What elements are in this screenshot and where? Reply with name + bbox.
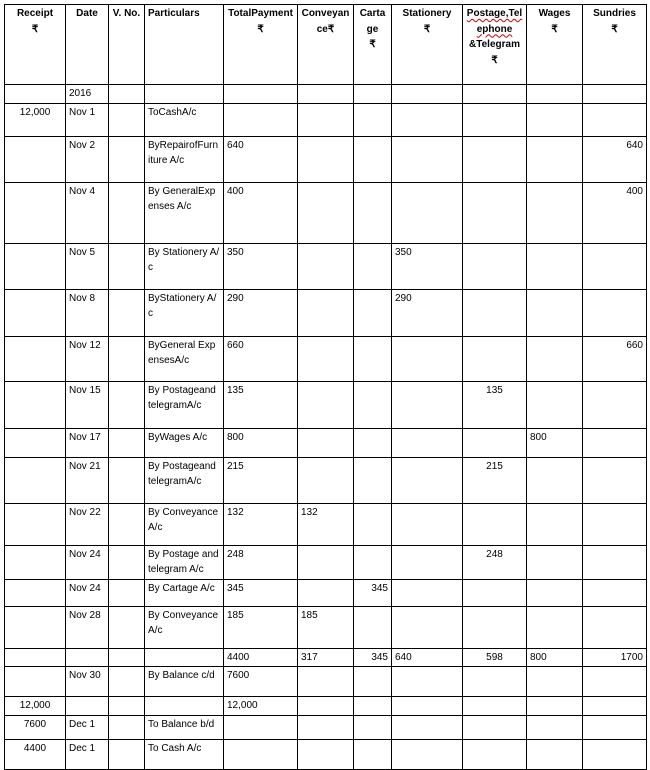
- cell-sundries: 660: [583, 336, 647, 381]
- cell-particulars: ToCashA/c: [145, 103, 224, 136]
- table-row: [5, 136, 647, 182]
- cell-receipt: [5, 579, 66, 606]
- cell-total: 135: [224, 381, 298, 428]
- cell-cartage: 345: [354, 579, 392, 606]
- cell-vno: [109, 182, 145, 243]
- cell-vno: [109, 457, 145, 503]
- cell-cartage: [354, 289, 392, 336]
- cell-total: [224, 716, 298, 740]
- cell-stationery: [392, 606, 463, 648]
- table-row: [5, 503, 647, 545]
- header-sundries: Sundries ₹: [583, 5, 647, 85]
- cell-conveyance: [298, 457, 354, 503]
- cell-postage: [463, 716, 527, 740]
- table-row: [5, 182, 647, 243]
- cell-total: 640: [224, 136, 298, 182]
- cell-cartage: [354, 103, 392, 136]
- cell-sundries: 1700: [583, 648, 647, 667]
- cell-wages: [527, 182, 583, 243]
- cell-conveyance: [298, 85, 354, 104]
- cell-cartage: [354, 136, 392, 182]
- cell-cartage: [354, 381, 392, 428]
- cell-particulars: ByRepairofFurniture A/c: [145, 136, 224, 182]
- cell-total: 400: [224, 182, 298, 243]
- cell-sundries: [583, 243, 647, 289]
- cell-postage: [463, 85, 527, 104]
- cell-date: Nov 28: [66, 606, 109, 648]
- cell-sundries: [583, 716, 647, 740]
- cell-total: 12,000: [224, 697, 298, 716]
- cell-vno: [109, 243, 145, 289]
- cell-conveyance: [298, 697, 354, 716]
- cell-total: 350: [224, 243, 298, 289]
- cell-sundries: [583, 103, 647, 136]
- cell-postage: [463, 136, 527, 182]
- cell-receipt: [5, 182, 66, 243]
- cell-postage: 248: [463, 545, 527, 579]
- cell-sundries: [583, 503, 647, 545]
- cell-stationery: [392, 182, 463, 243]
- petty-cash-book-table: [4, 4, 647, 770]
- cell-stationery: 350: [392, 243, 463, 289]
- cell-receipt: 12,000: [5, 697, 66, 716]
- cell-sundries: [583, 457, 647, 503]
- cell-cartage: [354, 428, 392, 457]
- cell-sundries: [583, 697, 647, 716]
- cell-wages: [527, 457, 583, 503]
- cell-cartage: [354, 545, 392, 579]
- cell-vno: [109, 503, 145, 545]
- header-date: Date: [66, 5, 109, 85]
- cell-wages: 800: [527, 428, 583, 457]
- cell-receipt: [5, 606, 66, 648]
- cell-sundries: [583, 740, 647, 770]
- cell-date: 2016: [66, 85, 109, 104]
- cell-conveyance: [298, 381, 354, 428]
- cell-wages: [527, 381, 583, 428]
- cell-total: 132: [224, 503, 298, 545]
- cell-vno: [109, 336, 145, 381]
- cell-postage: [463, 103, 527, 136]
- cell-particulars: ByGeneral ExpensesA/c: [145, 336, 224, 381]
- cell-stationery: 290: [392, 289, 463, 336]
- cell-date: Nov 12: [66, 336, 109, 381]
- cell-particulars: By Balance c/d: [145, 667, 224, 697]
- cell-postage: [463, 182, 527, 243]
- cell-sundries: [583, 606, 647, 648]
- cell-postage: 135: [463, 381, 527, 428]
- cell-total: [224, 103, 298, 136]
- cell-wages: [527, 667, 583, 697]
- cell-postage: [463, 243, 527, 289]
- cell-stationery: [392, 667, 463, 697]
- cell-receipt: [5, 381, 66, 428]
- table-row: [5, 667, 647, 697]
- table-row: [5, 381, 647, 428]
- cell-conveyance: [298, 243, 354, 289]
- cell-wages: [527, 336, 583, 381]
- cell-date: Nov 15: [66, 381, 109, 428]
- cell-date: Nov 17: [66, 428, 109, 457]
- cell-particulars: To Cash A/c: [145, 740, 224, 770]
- cell-conveyance: [298, 336, 354, 381]
- cell-vno: [109, 428, 145, 457]
- cell-vno: [109, 545, 145, 579]
- cell-total: 660: [224, 336, 298, 381]
- cell-sundries: [583, 428, 647, 457]
- cell-stationery: [392, 136, 463, 182]
- cell-wages: [527, 503, 583, 545]
- table-row: [5, 648, 647, 667]
- header-cartage: Cartage ₹: [354, 5, 392, 85]
- cell-wages: [527, 136, 583, 182]
- cell-conveyance: [298, 182, 354, 243]
- cell-total: 7600: [224, 667, 298, 697]
- cell-total: 248: [224, 545, 298, 579]
- cell-receipt: [5, 648, 66, 667]
- header-particulars: Particulars: [145, 5, 224, 85]
- cell-stationery: [392, 381, 463, 428]
- table-row: [5, 545, 647, 579]
- cell-stationery: [392, 103, 463, 136]
- header-total-payment: TotalPayment₹: [224, 5, 298, 85]
- cell-receipt: [5, 243, 66, 289]
- cell-conveyance: [298, 740, 354, 770]
- cell-wages: [527, 606, 583, 648]
- cell-vno: [109, 289, 145, 336]
- cell-conveyance: [298, 103, 354, 136]
- table-row: [5, 428, 647, 457]
- cell-particulars: By Cartage A/c: [145, 579, 224, 606]
- cell-particulars: By Postage and telegram A/c: [145, 545, 224, 579]
- cell-total: 345: [224, 579, 298, 606]
- table-row: [5, 697, 647, 716]
- cell-particulars: By Postageand telegramA/c: [145, 457, 224, 503]
- cell-wages: [527, 103, 583, 136]
- cell-wages: [527, 740, 583, 770]
- header-conveyance: Conveyance₹: [298, 5, 354, 85]
- cell-date: Nov 2: [66, 136, 109, 182]
- cell-postage: 598: [463, 648, 527, 667]
- cell-date: [66, 648, 109, 667]
- cell-postage: [463, 579, 527, 606]
- table-row: [5, 740, 647, 770]
- header-wages: Wages ₹: [527, 5, 583, 85]
- cell-wages: [527, 243, 583, 289]
- cell-cartage: [354, 716, 392, 740]
- cell-cartage: [354, 336, 392, 381]
- cell-receipt: [5, 545, 66, 579]
- cell-vno: [109, 740, 145, 770]
- cell-stationery: [392, 503, 463, 545]
- cell-receipt: [5, 85, 66, 104]
- cell-stationery: [392, 457, 463, 503]
- cell-conveyance: 185: [298, 606, 354, 648]
- table-row: [5, 579, 647, 606]
- cell-particulars: By Stationery A/c: [145, 243, 224, 289]
- cell-date: [66, 697, 109, 716]
- cell-stationery: [392, 579, 463, 606]
- cell-cartage: [354, 606, 392, 648]
- cell-date: Nov 4: [66, 182, 109, 243]
- cell-cartage: 345: [354, 648, 392, 667]
- cell-postage: [463, 697, 527, 716]
- cell-sundries: [583, 85, 647, 104]
- cell-postage: [463, 428, 527, 457]
- cell-date: Nov 24: [66, 579, 109, 606]
- cell-sundries: 640: [583, 136, 647, 182]
- cell-sundries: [583, 579, 647, 606]
- cell-date: Nov 22: [66, 503, 109, 545]
- cell-stationery: 640: [392, 648, 463, 667]
- header-row: [5, 5, 647, 85]
- cell-stationery: [392, 740, 463, 770]
- cell-cartage: [354, 503, 392, 545]
- cell-receipt: 12,000: [5, 103, 66, 136]
- cell-postage: [463, 606, 527, 648]
- header-stationery: Stationery ₹: [392, 5, 463, 85]
- table-row: [5, 103, 647, 136]
- cell-cartage: [354, 243, 392, 289]
- cell-stationery: [392, 545, 463, 579]
- cell-vno: [109, 103, 145, 136]
- cell-conveyance: 132: [298, 503, 354, 545]
- cell-total: 800: [224, 428, 298, 457]
- cell-sundries: [583, 545, 647, 579]
- cell-sundries: [583, 381, 647, 428]
- cell-receipt: [5, 503, 66, 545]
- cell-cartage: [354, 457, 392, 503]
- header-vno: V. No.: [109, 5, 145, 85]
- table-row: [5, 85, 647, 104]
- table-row: [5, 716, 647, 740]
- cell-receipt: 4400: [5, 740, 66, 770]
- cell-sundries: [583, 289, 647, 336]
- cell-vno: [109, 381, 145, 428]
- cell-date: Nov 1: [66, 103, 109, 136]
- cell-stationery: [392, 336, 463, 381]
- cell-wages: [527, 697, 583, 716]
- cell-particulars: ByStationery A/c: [145, 289, 224, 336]
- cell-vno: [109, 716, 145, 740]
- cell-date: Nov 8: [66, 289, 109, 336]
- cell-total: 4400: [224, 648, 298, 667]
- cell-wages: [527, 579, 583, 606]
- cell-postage: [463, 503, 527, 545]
- table-row: [5, 457, 647, 503]
- cell-conveyance: [298, 428, 354, 457]
- cell-receipt: 7600: [5, 716, 66, 740]
- cell-receipt: [5, 136, 66, 182]
- cell-sundries: [583, 667, 647, 697]
- cell-conveyance: [298, 716, 354, 740]
- cell-date: Nov 21: [66, 457, 109, 503]
- cell-date: Dec 1: [66, 716, 109, 740]
- cell-vno: [109, 579, 145, 606]
- cell-postage: [463, 289, 527, 336]
- cell-postage: 215: [463, 457, 527, 503]
- cell-vno: [109, 697, 145, 716]
- cell-cartage: [354, 740, 392, 770]
- cell-particulars: ByWages A/c: [145, 428, 224, 457]
- cell-wages: [527, 289, 583, 336]
- header-receipt: Receipt ₹: [5, 5, 66, 85]
- cell-stationery: [392, 85, 463, 104]
- cell-wages: [527, 545, 583, 579]
- cell-vno: [109, 648, 145, 667]
- cell-vno: [109, 85, 145, 104]
- cell-particulars: By Conveyance A/c: [145, 503, 224, 545]
- cell-postage: [463, 740, 527, 770]
- cell-total: 215: [224, 457, 298, 503]
- cell-vno: [109, 136, 145, 182]
- table-row: [5, 243, 647, 289]
- cell-stationery: [392, 697, 463, 716]
- cell-conveyance: 317: [298, 648, 354, 667]
- cell-particulars: [145, 648, 224, 667]
- cell-particulars: To Balance b/d: [145, 716, 224, 740]
- cell-total: [224, 740, 298, 770]
- cell-cartage: [354, 667, 392, 697]
- cell-stationery: [392, 716, 463, 740]
- cell-conveyance: [298, 136, 354, 182]
- table-row: [5, 289, 647, 336]
- cell-cartage: [354, 85, 392, 104]
- cell-receipt: [5, 336, 66, 381]
- cell-receipt: [5, 289, 66, 336]
- cell-total: 290: [224, 289, 298, 336]
- cell-wages: 800: [527, 648, 583, 667]
- cell-conveyance: [298, 579, 354, 606]
- table-row: [5, 336, 647, 381]
- cell-date: Nov 24: [66, 545, 109, 579]
- cell-vno: [109, 667, 145, 697]
- cell-date: Nov 30: [66, 667, 109, 697]
- cell-postage: [463, 667, 527, 697]
- cell-particulars: By GeneralExpenses A/c: [145, 182, 224, 243]
- cell-vno: [109, 606, 145, 648]
- cell-wages: [527, 716, 583, 740]
- cell-particulars: [145, 697, 224, 716]
- cell-date: Dec 1: [66, 740, 109, 770]
- cell-cartage: [354, 697, 392, 716]
- cell-date: Nov 5: [66, 243, 109, 289]
- table-row: [5, 606, 647, 648]
- cell-postage: [463, 336, 527, 381]
- cell-total: 185: [224, 606, 298, 648]
- header-postage: Postage,Telephone &Telegram ₹: [463, 5, 527, 85]
- cell-cartage: [354, 182, 392, 243]
- cell-receipt: [5, 457, 66, 503]
- cell-particulars: By Conveyance A/c: [145, 606, 224, 648]
- cell-conveyance: [298, 545, 354, 579]
- cell-stationery: [392, 428, 463, 457]
- cell-receipt: [5, 428, 66, 457]
- cell-wages: [527, 85, 583, 104]
- cell-particulars: [145, 85, 224, 104]
- cell-conveyance: [298, 667, 354, 697]
- cell-receipt: [5, 667, 66, 697]
- cell-sundries: 400: [583, 182, 647, 243]
- cell-conveyance: [298, 289, 354, 336]
- cell-particulars: By Postageand telegramA/c: [145, 381, 224, 428]
- cell-total: [224, 85, 298, 104]
